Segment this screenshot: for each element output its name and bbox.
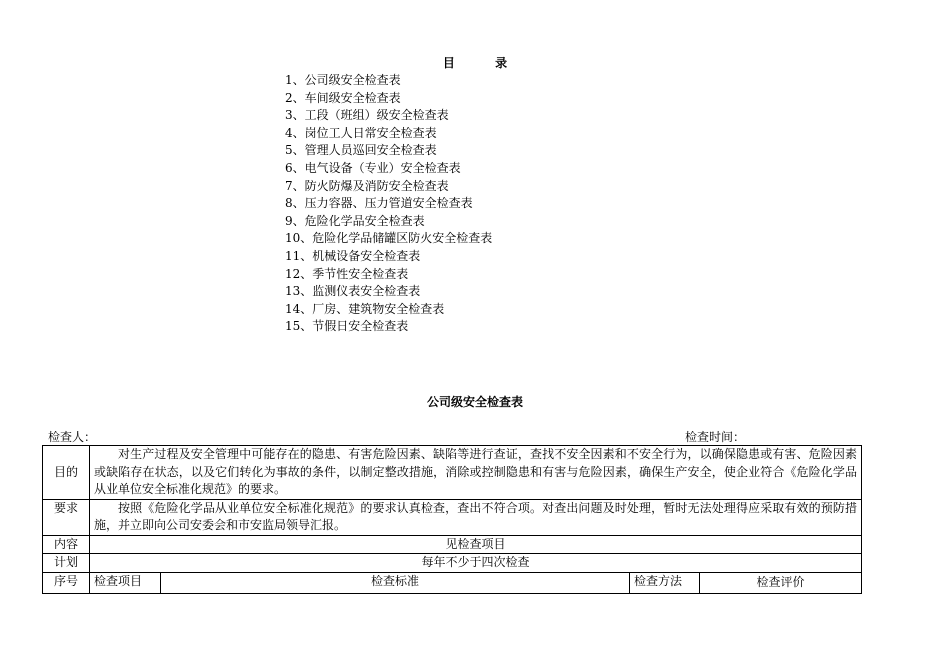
content-row <box>43 535 862 554</box>
toc-item: 14、厂房、建筑物安全检查表 <box>285 301 445 316</box>
toc-list <box>285 72 492 336</box>
check-table <box>42 445 862 594</box>
toc-item: 1、公司级安全检查表 <box>285 73 401 87</box>
toc-item: 15、节假日安全检查表 <box>285 319 409 334</box>
plan-text: 每年不少于四次检查 <box>90 554 862 573</box>
toc-item: 12、季节性安全检查表 <box>285 266 409 281</box>
requirement-text: 按照《危险化学品从业单位安全标准化规范》的要求认真检查，查出不符合项。对查出问题及时处理，暂时无法处理得应采取有效的预防措施，并立即向公司安委会和市安监局领导汇报。 <box>90 499 862 535</box>
purpose-text: 对生产过程及安全管理中可能存在的隐患、有害危险因素、缺陷等进行查证，查找不安全因素和不安全行为，以确保隐患或有害、危险因素或缺陷存在状态，以及它们转化为事故的条件，以制定整改措施，消除或控制隐患和有害与危险因素，确保生产安全，使企业符合《危险化学品从业单位安全标准化规范》的要求。 <box>90 446 862 500</box>
toc-item: 13、监测仪表安全检查表 <box>285 284 421 299</box>
toc-item: 6、电气设备（专业）安全检查表 <box>285 160 461 175</box>
requirement-label: 要求 <box>43 499 90 535</box>
plan-label: 计划 <box>43 554 90 573</box>
purpose-row <box>43 446 862 500</box>
toc-item: 2、车间级安全检查表 <box>285 90 401 105</box>
col-header-no: 序号 <box>43 572 90 593</box>
toc-title: 目 录 <box>442 56 526 70</box>
inspector-label: 检查人： <box>48 430 97 444</box>
toc-item: 11、机械设备安全检查表 <box>285 248 421 263</box>
toc-item: 10、危险化学品储罐区防火安全检查表 <box>285 231 493 246</box>
requirement-row <box>43 499 862 535</box>
toc-item: 4、岗位工人日常安全检查表 <box>285 125 437 140</box>
sheet-title: 公司级安全检查表 <box>426 395 523 409</box>
plan-row <box>43 554 862 573</box>
toc-item: 3、工段（班组）级安全检查表 <box>285 108 449 123</box>
toc-item: 8、压力容器、压力管道安全检查表 <box>285 196 473 211</box>
col-header-item: 检查项目 <box>90 572 161 593</box>
column-header-row <box>43 572 862 593</box>
col-header-method: 检查方法 <box>630 572 700 593</box>
col-header-standard: 检查标准 <box>161 572 630 593</box>
toc-item: 7、防火防爆及消防安全检查表 <box>285 178 449 193</box>
content-label: 内容 <box>43 535 90 554</box>
inspection-time-label: 检查时间： <box>685 430 746 444</box>
col-header-evaluation: 检查评价 <box>700 572 862 593</box>
toc-item: 9、危险化学品安全检查表 <box>285 213 425 228</box>
toc-item: 5、管理人员巡回安全检查表 <box>285 143 437 158</box>
purpose-label: 目的 <box>43 446 90 500</box>
content-text: 见检查项目 <box>90 535 862 554</box>
